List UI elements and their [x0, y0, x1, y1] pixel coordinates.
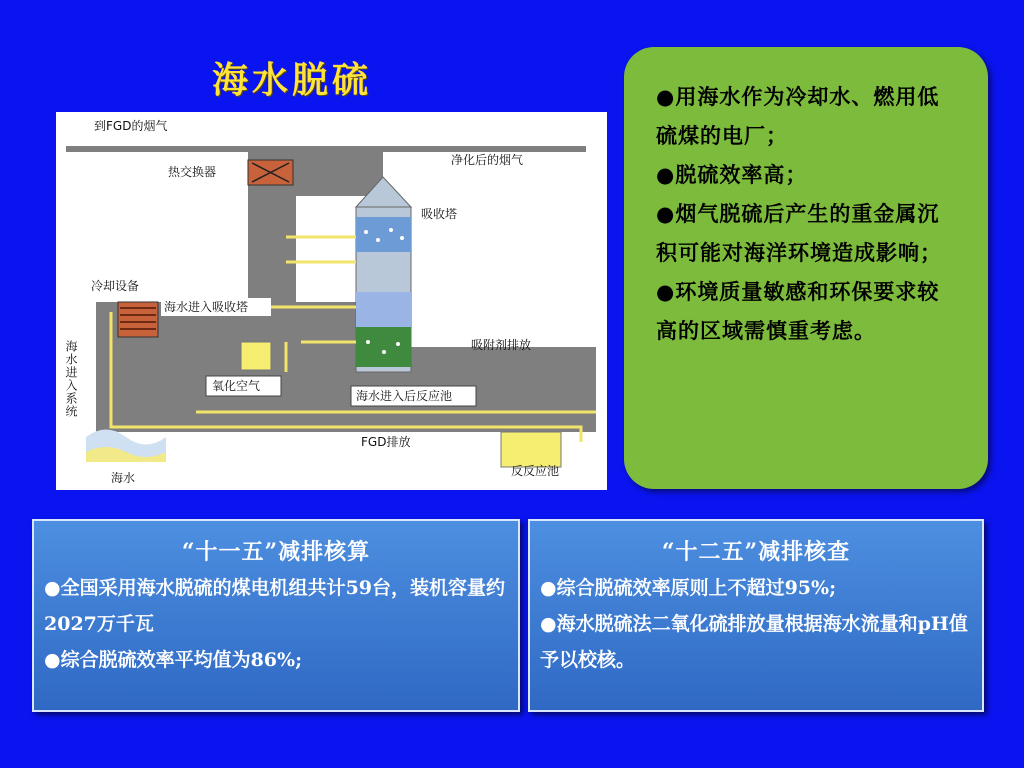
- panel-twelfth-five-year: [528, 519, 984, 712]
- label-seawater: 海水: [111, 471, 136, 485]
- absorber-tower-shape: [356, 177, 411, 372]
- slide-title: 海水脱硫: [212, 59, 373, 101]
- label-clean-gas: 净化后的烟气: [451, 153, 524, 167]
- seawater-fgd-process-diagram: [56, 112, 607, 490]
- label-heat-exchanger: 热交换器: [168, 165, 217, 179]
- note-item: ●烟气脱硫后产生的重金属沉积可能对海洋环境造成影响；: [656, 201, 942, 265]
- label-seawater-into-reaction: 海水进入后反应池: [356, 389, 453, 403]
- note-item: ●用海水作为冷却水、燃用低硫煤的电厂；: [656, 84, 940, 148]
- label-seawater-into-system: 海水进入系统: [64, 340, 78, 418]
- label-absorber: 吸收塔: [421, 207, 458, 221]
- label-fgd-discharge: FGD排放: [361, 435, 411, 449]
- panel-line: ●海水脱硫法二氧化硫排放量根据海水流量和pH值予以校核。: [540, 613, 968, 671]
- panel-eleventh-five-year: [32, 519, 520, 712]
- panel-heading: “十二五”减排核查: [661, 539, 851, 565]
- oxidation-tank-shape: [241, 342, 271, 370]
- label-seawater-into-absorber: 海水进入吸收塔: [164, 300, 249, 314]
- panel-line: ●综合脱硫效率平均值为86%;: [44, 649, 303, 671]
- note-item: ●环境质量敏感和环保要求较高的区域需慎重考虑。: [656, 279, 940, 343]
- panel-line: ●综合脱硫效率原则上不超过95%;: [540, 577, 837, 599]
- label-reaction-pool: 反反应池: [511, 464, 560, 478]
- reaction-pool-shape: [501, 432, 561, 467]
- panel-heading: “十一五”减排核算: [181, 539, 371, 565]
- panel-line: ●全国采用海水脱硫的煤电机组共计59台，装机容量约2027万千瓦: [44, 577, 506, 635]
- note-item: ●脱硫效率高；: [656, 162, 808, 187]
- label-cooling: 冷却设备: [91, 279, 140, 293]
- inlet-duct: [66, 146, 586, 152]
- label-adsorbent-discharge: 吸附剂排放: [471, 338, 532, 352]
- label-to-fgd: 到FGD的烟气: [94, 119, 168, 133]
- label-oxidation-air: 氧化空气: [212, 379, 261, 393]
- notes-box: [624, 47, 988, 489]
